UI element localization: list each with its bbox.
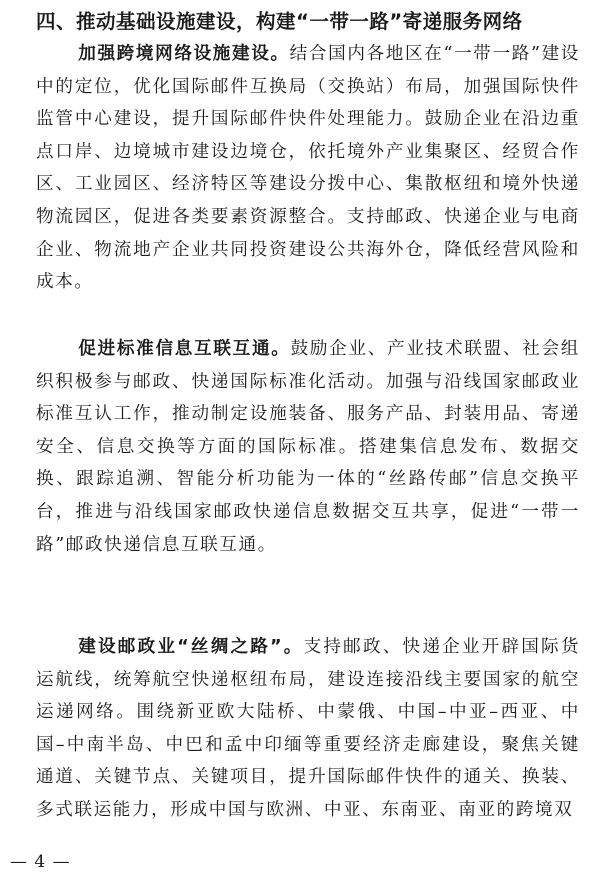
paragraph-lead: 建设邮政业“丝绸之路”。 xyxy=(78,637,304,657)
page-number: — 4 — xyxy=(10,852,71,872)
paragraph-lead: 促进标准信息互联互通。 xyxy=(78,339,291,359)
paragraph-lead: 加强跨境网络设施建设。 xyxy=(78,44,290,64)
paragraph-body: 结合国内各地区在“一带一路”建设中的定位，优化国际邮件互换局（交换站）布局，加强国际快件监管中心建设，提升国际邮件快件处理能力。鼓励企业在沿边重点口岸、边境城市建设边境仓，依托境外产业集聚区、经贸合作区、工业园区、经济特区等建设分拨中心、集散枢纽和境外快递物流园区，促进各类要素资源整合。支持邮政、快递企业与电商企业、物流地产企业共同投资建设公共海外仓，降低经营风险和成本。 xyxy=(36,44,580,293)
paragraph-silk-road xyxy=(36,631,580,827)
paragraph-body: 支持邮政、快递企业开辟国际货运航线，统筹航空快递枢纽布局，建设连接沿线主要国家的航空运递网络。围绕新亚欧大陆桥、中蒙俄、中国–中亚–西亚、中国–中南半岛、中巴和孟中印缅等重要经济走廊建设，聚焦关键通道、关键节点、关键项目，提升国际邮件快件的通关、换装、多式联运能力，形成中国与欧洲、中亚、东南亚、南亚的跨境双 xyxy=(36,637,581,820)
section-heading: 四、推动基础设施建设，构建“一带一路”寄递服务网络 xyxy=(36,10,523,33)
paragraph-body: 鼓励企业、产业技术联盟、社会组织积极参与邮政、快递国际标准化活动。加强与沿线国家邮政业标准互认工作，推动制定设施装备、服务产品、封装用品、寄递安全、信息交换等方面的国际标准。搭建集信息发布、数据交换、跟踪追溯、智能分析功能为一体的“丝路传邮”信息交换平台，推进与沿线国家邮政快递信息数据交互共享，促进“一带一路”邮政快递信息互联互通。 xyxy=(36,339,580,555)
paragraph-cross-border-network xyxy=(36,38,580,299)
paragraph-standards-info xyxy=(36,333,580,561)
